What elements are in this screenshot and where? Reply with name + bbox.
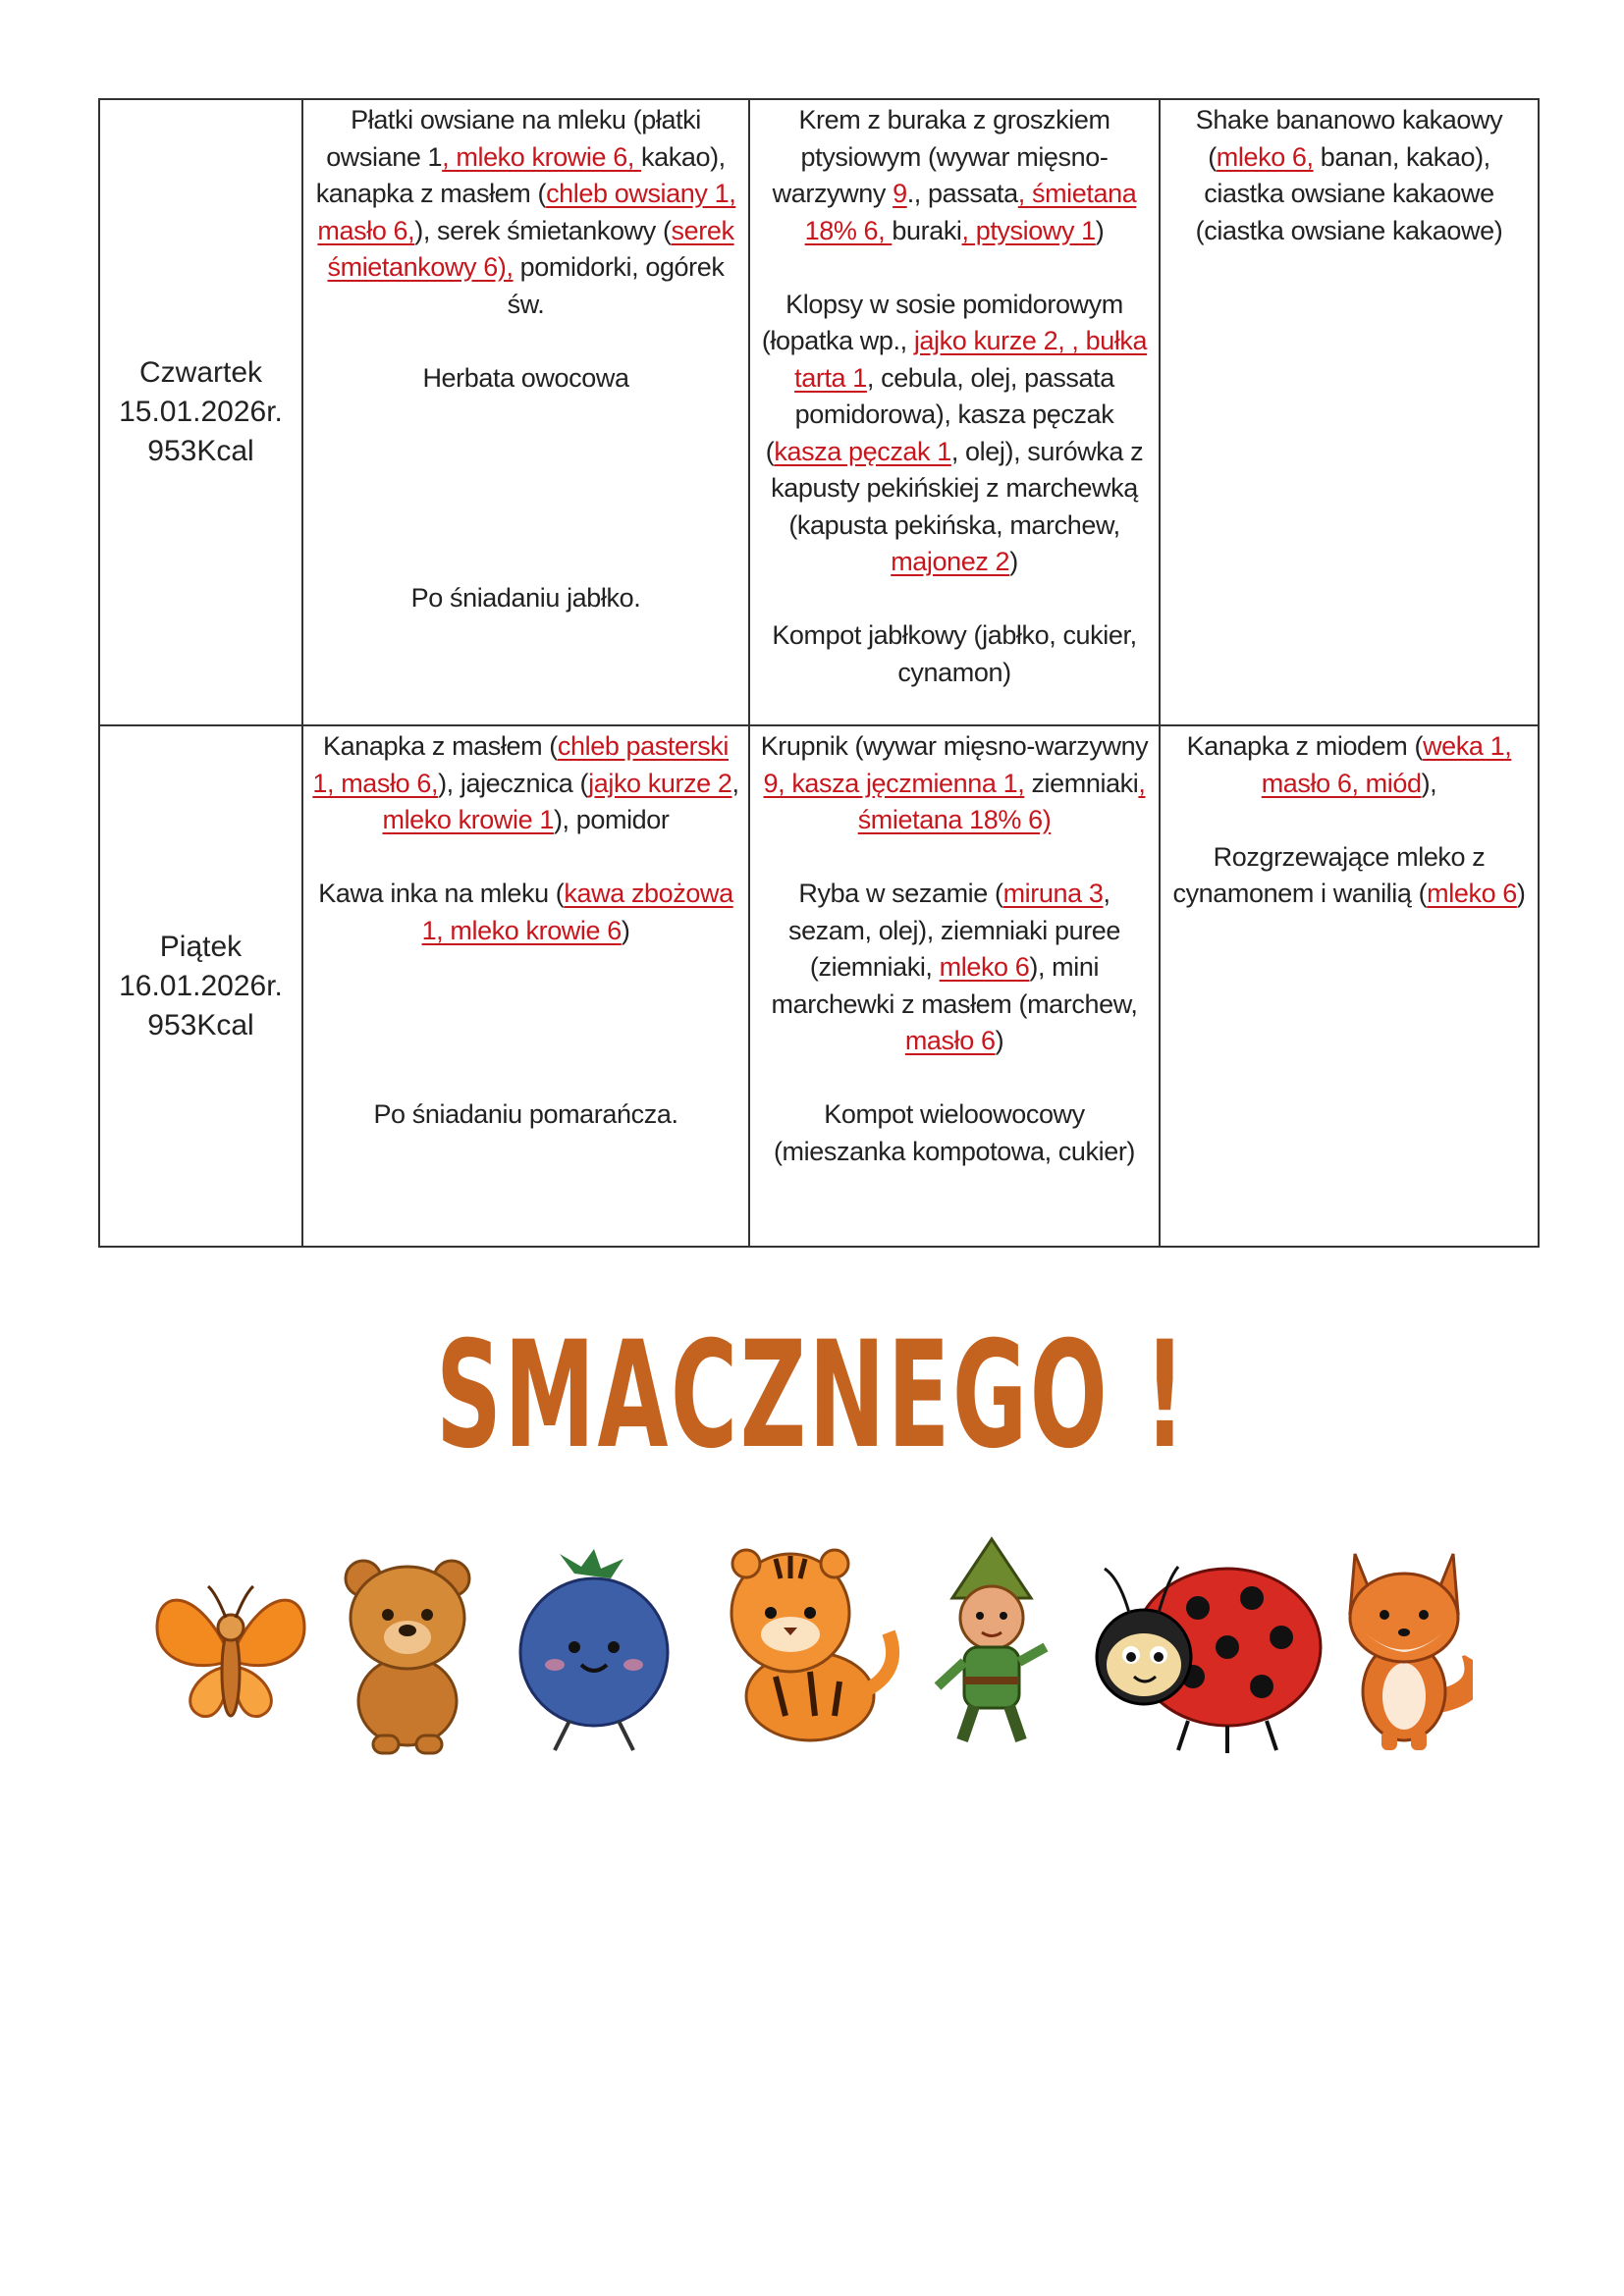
allergen: chleb owsiany 1, masło 6,	[317, 179, 736, 245]
allergen: mleko krowie 1	[382, 805, 554, 834]
allergen: miruna 3	[1002, 879, 1104, 908]
gnome-icon	[938, 1539, 1046, 1740]
allergen: , ptysiowy 1	[961, 215, 1096, 245]
footer-title: SMACZNEGO !	[435, 1310, 1189, 1481]
tiger-icon	[731, 1550, 893, 1740]
allergen: 9, kasza jęczmienna 1,	[763, 768, 1025, 798]
bear-icon	[346, 1561, 469, 1753]
allergen: kawa zbożowa 1, mleko krowie 6	[421, 879, 733, 945]
day-kcal: 953Kcal	[147, 435, 254, 467]
breakfast-cell	[302, 725, 749, 1247]
ladybug-icon	[1097, 1567, 1321, 1753]
snack-main: Shake bananowo kakaowy (mleko 6, banan, kakao), ciastka owsiane kakaowe (ciastka owsiane kakaowe)	[1195, 105, 1503, 245]
menu-table	[98, 98, 1540, 1248]
lunch-cell	[749, 725, 1160, 1247]
snack-main: Kanapka z miodem (weka 1, masło 6, miód),	[1186, 731, 1512, 798]
allergen: , śmietana 18% 6)	[857, 768, 1146, 834]
blueberry-icon	[520, 1549, 668, 1750]
allergen: mleko 6	[1427, 879, 1517, 908]
snack-cell	[1160, 99, 1539, 725]
breakfast-drink: Kawa inka na mleku (kawa zbożowa 1, mleko krowie 6)	[318, 879, 733, 945]
table-row	[99, 99, 1539, 725]
lunch-soup: Krupnik (wywar mięsno-warzywny 9, kasza jęczmienna 1, ziemniaki, śmietana 18% 6)	[760, 731, 1149, 834]
allergen: 9	[893, 179, 907, 208]
allergen: chleb pasterski 1, masło 6,	[312, 731, 729, 798]
allergen: masło 6	[904, 1026, 996, 1055]
day-name: Piątek	[159, 930, 243, 963]
breakfast-fruit: Po śniadaniu jabłko.	[410, 583, 641, 613]
fox-icon	[1350, 1554, 1473, 1750]
allergen: , śmietana 18% 6,	[804, 179, 1137, 245]
day-cell	[99, 725, 302, 1247]
lunch-soup: Krem z buraka z groszkiem ptysiowym (wywar mięsno-warzywny 9., passata, śmietana 18% 6, buraki, ptysiowy 1)	[772, 105, 1137, 245]
breakfast-main: Płatki owsiane na mleku (płatki owsiane 1, mleko krowie 6, kakao), kanapka z masłem (chleb owsiany 1, masło 6,), serek śmietankowy (serek śmietankowy 6), pomidorki, ogórek św.	[315, 105, 736, 319]
day-cell	[99, 99, 302, 725]
day-kcal: 953Kcal	[147, 1008, 254, 1041]
butterfly-icon	[157, 1586, 304, 1717]
breakfast-main: Kanapka z masłem (chleb pasterski 1, masło 6,), jajecznica (jajko kurze 2, mleko krowie 1), pomidor	[312, 731, 739, 834]
table-row	[99, 725, 1539, 1247]
day-date: 15.01.2026r.	[119, 396, 283, 428]
breakfast-fruit: Po śniadaniu pomarańcza.	[373, 1099, 678, 1129]
lunch-main: Ryba w sezamie (miruna 3, sezam, olej), ziemniaki puree (ziemniaki, mleko 6), mini marchewki z masłem (marchew, masło 6)	[771, 879, 1138, 1055]
breakfast-cell	[302, 99, 749, 725]
lunch-drink: Kompot wieloowocowy (mieszanka kompotowa, cukier)	[773, 1099, 1136, 1166]
day-date: 16.01.2026r.	[119, 969, 283, 1002]
animal-illustrations	[147, 1520, 1473, 1755]
allergen: weka 1, masło 6, miód	[1261, 731, 1512, 798]
snack-drink: Rozgrzewające mleko z cynamonem i wanilią (mleko 6)	[1172, 841, 1526, 908]
lunch-drink: Kompot jabłkowy (jabłko, cukier, cynamon)	[772, 620, 1137, 687]
allergen: kasza pęczak 1	[774, 436, 951, 466]
snack-cell	[1160, 725, 1539, 1247]
allergen: mleko 6	[939, 952, 1030, 982]
day-name: Czwartek	[138, 356, 263, 389]
allergen: serek śmietankowy 6),	[327, 215, 734, 282]
allergen: jajko kurze 2, , bułka tarta 1	[794, 326, 1148, 393]
allergen: , mleko krowie 6,	[442, 141, 642, 172]
allergen: mleko 6,	[1216, 141, 1314, 172]
lunch-main: Klopsy w sosie pomidorowym (łopatka wp., jajko kurze 2, , bułka tarta 1, cebula, olej, passata pomidorowa), kasza pęczak (kasza pęczak 1, olej), surówka z kapusty pekińskiej z marchewką (kapusta pekińska, marchew, majonez 2)	[761, 289, 1148, 576]
lunch-cell	[749, 99, 1160, 725]
breakfast-drink: Herbata owocowa	[422, 362, 629, 393]
allergen: majonez 2	[891, 547, 1010, 576]
allergen: jajko kurze 2	[588, 768, 732, 798]
